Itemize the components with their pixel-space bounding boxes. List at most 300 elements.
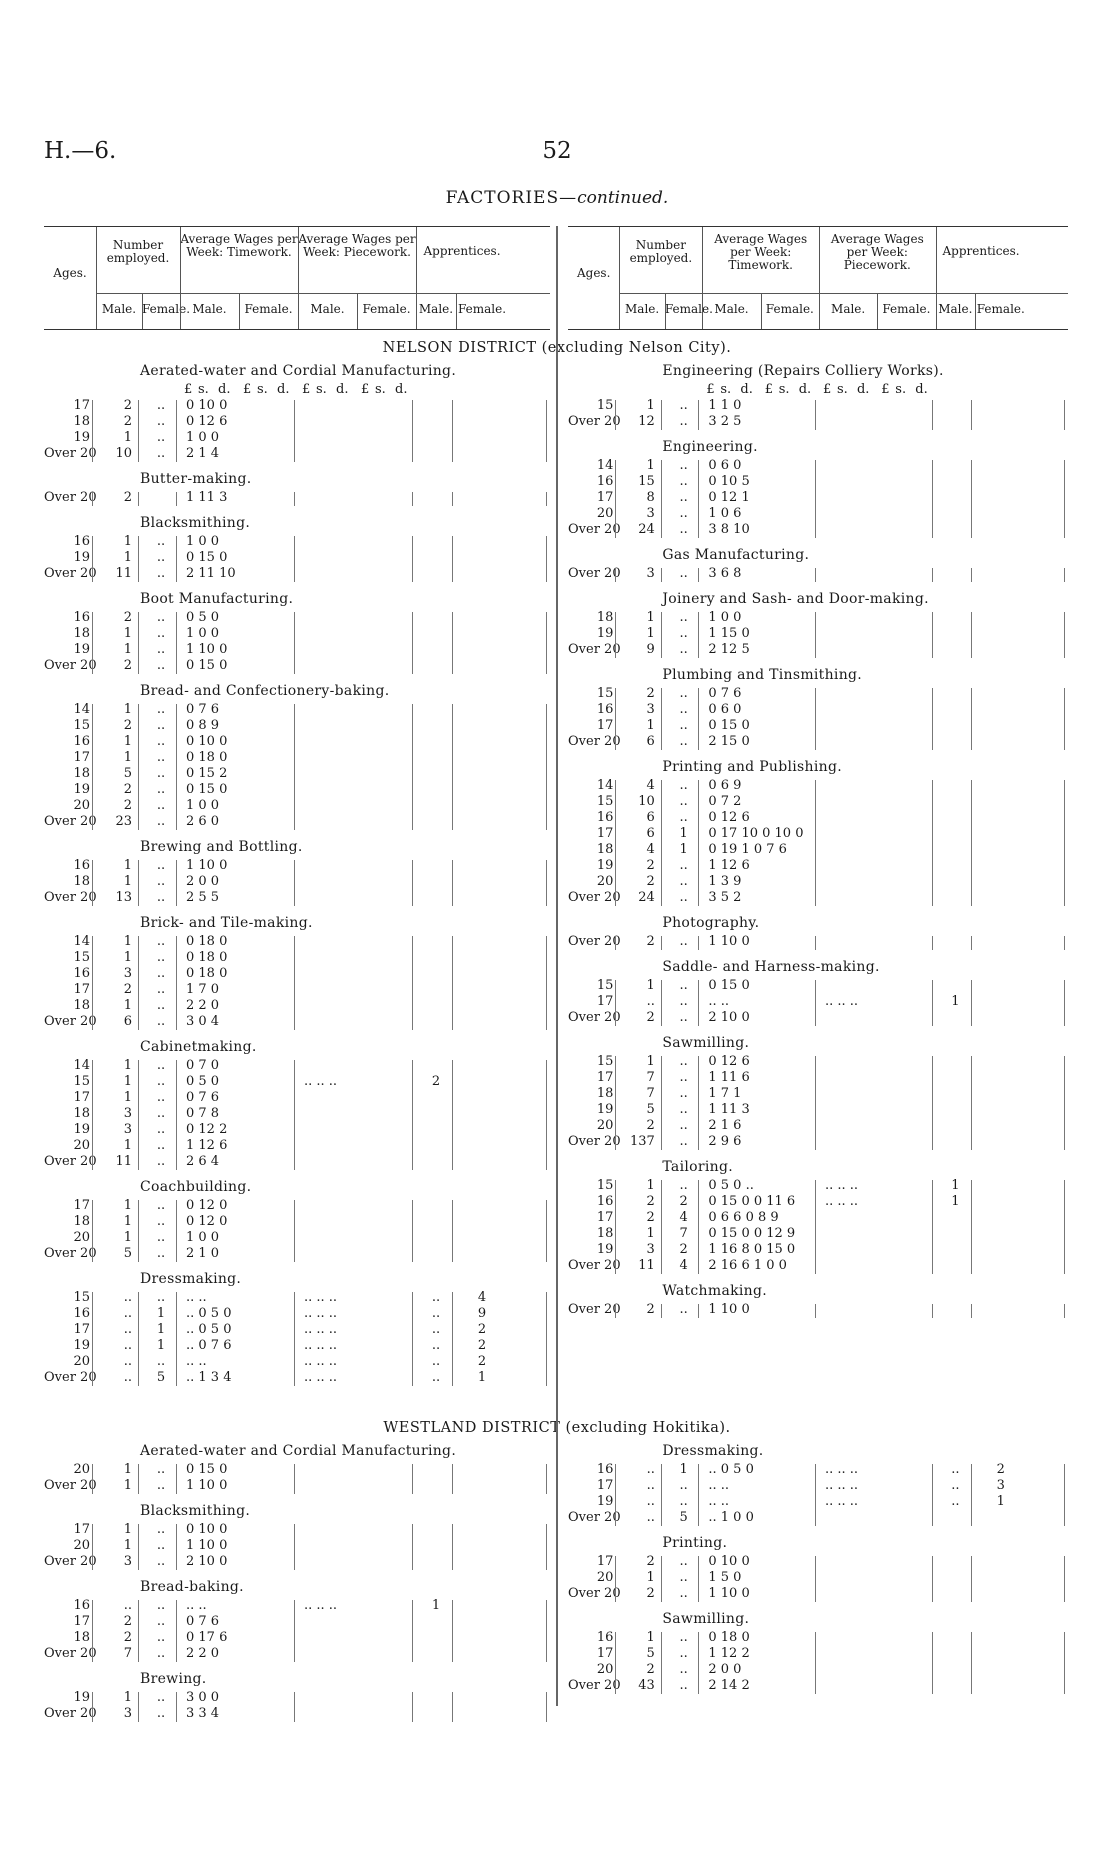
male-employed-cell: .. xyxy=(646,1478,655,1493)
age-cell: 19 xyxy=(73,430,90,445)
column-rule xyxy=(615,688,616,750)
column-rule xyxy=(176,704,177,830)
age-cell: Over 20 xyxy=(44,490,97,505)
industry-section xyxy=(44,680,550,836)
age-cell: 18 xyxy=(596,1226,614,1241)
female-employed-cell: .. xyxy=(156,1246,166,1261)
column-rule xyxy=(546,860,547,906)
industry-section xyxy=(568,1532,1068,1608)
male-employed-cell: .. xyxy=(646,1462,655,1477)
age-cell: 16 xyxy=(73,534,90,549)
unit-shilling: s. xyxy=(720,382,732,397)
female-employed-cell: .. xyxy=(156,798,166,813)
timework-wage-cell: 2 14 2 xyxy=(708,1678,750,1693)
timework-wage-cell: 0 10 0 xyxy=(186,1522,228,1537)
unit-pound: £ xyxy=(302,382,311,397)
header-sub-female: Female. xyxy=(244,302,293,316)
timework-wage-cell: 0 12 0 xyxy=(186,1198,228,1213)
unit-pound: £ xyxy=(184,382,193,397)
timework-wage-cell: 0 15 0 xyxy=(186,550,228,565)
column-rule xyxy=(92,936,93,1030)
piecework-wage-cell: .. .. .. xyxy=(824,1462,859,1477)
male-employed-cell: 4 xyxy=(646,778,655,793)
male-employed-cell: 2 xyxy=(123,1630,132,1645)
female-employed-cell: .. xyxy=(679,1586,688,1601)
female-employed-cell: .. xyxy=(156,1014,166,1029)
column-rule xyxy=(661,612,662,658)
female-employed-cell: .. xyxy=(156,718,166,733)
age-cell: 15 xyxy=(596,794,614,809)
female-employed-cell: .. xyxy=(679,1086,688,1101)
piecework-wage-cell: .. .. .. xyxy=(304,1598,338,1613)
age-cell: Over 20 xyxy=(44,446,97,461)
table-row xyxy=(568,1494,1068,1510)
female-employed-cell: .. xyxy=(679,810,688,825)
column-rule xyxy=(815,568,816,582)
male-employed-cell: 1 xyxy=(123,950,132,965)
table-row xyxy=(44,1370,550,1386)
timework-wage-cell: 0 15 0 0 12 9 xyxy=(708,1226,796,1241)
timework-wage-cell: 0 10 0 xyxy=(708,1554,750,1569)
industry-title: Printing. xyxy=(662,1535,728,1551)
timework-wage-cell: 2 2 0 xyxy=(186,1646,220,1661)
column-rule xyxy=(92,704,93,830)
column-rule xyxy=(412,860,413,906)
age-cell: 20 xyxy=(596,1570,614,1585)
age-cell: 15 xyxy=(73,718,90,733)
column-rule xyxy=(138,400,139,462)
industry-section xyxy=(44,1036,550,1176)
timework-wage-cell: 1 16 8 0 15 0 xyxy=(708,1242,796,1257)
female-employed-cell: .. xyxy=(156,610,166,625)
unit-pence: d. xyxy=(277,382,290,397)
column-rule xyxy=(1064,688,1065,750)
age-cell: Over 20 xyxy=(568,1302,621,1317)
male-employed-cell: 137 xyxy=(630,1134,655,1149)
female-employed-cell: .. xyxy=(679,874,688,889)
table-row xyxy=(44,998,550,1014)
header-sub-male: Male. xyxy=(831,302,866,316)
table-header-left xyxy=(44,226,550,330)
industry-title: Blacksmithing. xyxy=(140,1503,251,1519)
age-cell: 17 xyxy=(596,1478,614,1493)
timework-wage-cell: 0 15 0 xyxy=(186,782,228,797)
age-cell: Over 20 xyxy=(568,934,621,949)
apprentice-female-cell: 4 xyxy=(477,1290,487,1305)
unit-shilling: s. xyxy=(836,382,848,397)
male-employed-cell: 2 xyxy=(123,782,132,797)
age-cell: 14 xyxy=(596,458,614,473)
male-employed-cell: 2 xyxy=(646,1662,655,1677)
male-employed-cell: 2 xyxy=(646,1194,655,1209)
female-employed-cell: .. xyxy=(156,874,166,889)
timework-wage-cell: 2 1 6 xyxy=(708,1118,742,1133)
column-rule xyxy=(138,612,139,674)
age-cell: 19 xyxy=(73,642,90,657)
male-employed-cell: .. xyxy=(123,1290,132,1305)
industry-title: Brewing. xyxy=(140,1671,207,1687)
industry-title: Watchmaking. xyxy=(662,1283,767,1299)
table-row xyxy=(44,718,550,734)
male-employed-cell: 1 xyxy=(646,978,655,993)
table-row xyxy=(44,1014,550,1030)
unit-pound: £ xyxy=(822,382,832,397)
female-employed-cell: 1 xyxy=(156,1338,166,1353)
table-row xyxy=(568,506,1068,522)
female-employed-cell: .. xyxy=(679,1662,688,1677)
timework-wage-cell: 0 19 1 0 7 6 xyxy=(708,842,787,857)
timework-wage-cell: 1 11 3 xyxy=(186,490,228,505)
age-cell: 18 xyxy=(596,610,614,625)
female-employed-cell: .. xyxy=(156,1614,166,1629)
table-row xyxy=(568,1510,1068,1526)
table-row xyxy=(44,858,550,874)
industry-section xyxy=(44,588,550,680)
male-employed-cell: 1 xyxy=(646,1630,655,1645)
age-cell: 15 xyxy=(596,978,614,993)
age-cell: 19 xyxy=(73,1338,90,1353)
timework-wage-cell: 1 11 6 xyxy=(708,1070,750,1085)
column-rule xyxy=(138,936,139,1030)
timework-wage-cell: 0 15 0 xyxy=(708,978,750,993)
column-rule xyxy=(412,400,413,462)
industry-section xyxy=(44,1668,550,1728)
header-sub-female: Female. xyxy=(362,302,411,316)
column-rule xyxy=(615,1464,616,1526)
table-row xyxy=(568,778,1068,794)
column-rule xyxy=(698,1056,699,1150)
unit-shilling: s. xyxy=(778,382,790,397)
header-avg-piecework: Average Wages per Week: Piecework. xyxy=(830,232,924,272)
male-employed-cell: 3 xyxy=(123,966,132,981)
apprentice-male-cell: 1 xyxy=(431,1598,441,1613)
female-employed-cell: .. xyxy=(156,1122,166,1137)
male-employed-cell: 1 xyxy=(123,874,132,889)
male-employed-cell: 2 xyxy=(646,686,655,701)
timework-wage-cell: 1 12 6 xyxy=(186,1138,228,1153)
column-rule xyxy=(1064,1632,1065,1694)
male-employed-cell: 1 xyxy=(123,858,132,873)
timework-wage-cell: 1 15 0 xyxy=(708,626,750,641)
female-employed-cell: 1 xyxy=(679,842,688,857)
table-row xyxy=(568,642,1068,658)
female-employed-cell: .. xyxy=(156,1522,166,1537)
table-row xyxy=(568,1210,1068,1226)
column-rule xyxy=(546,1200,547,1262)
column-rule xyxy=(294,1600,295,1662)
female-employed-cell: .. xyxy=(156,734,166,749)
age-cell: 20 xyxy=(73,1462,90,1477)
age-cell: 20 xyxy=(596,1118,614,1133)
age-cell: 18 xyxy=(73,766,90,781)
header-apprentices: Apprentices. xyxy=(423,244,501,258)
timework-wage-cell: 2 1 4 xyxy=(186,446,220,461)
age-cell: 16 xyxy=(596,1462,614,1477)
table-row xyxy=(44,1290,550,1306)
apprentice-female-cell: 2 xyxy=(996,1462,1005,1477)
piecework-wage-cell: .. .. .. xyxy=(304,1290,338,1305)
female-employed-cell: .. xyxy=(679,994,688,1009)
header-sub-female: Female. xyxy=(765,302,814,316)
column-rule xyxy=(92,1292,93,1386)
column-rule xyxy=(92,1200,93,1262)
timework-wage-cell: 2 5 5 xyxy=(186,890,220,905)
industry-title: Coachbuilding. xyxy=(140,1179,252,1195)
male-employed-cell: .. xyxy=(646,994,655,1009)
column-rule xyxy=(92,612,93,674)
column-rule xyxy=(661,1180,662,1274)
column-rule xyxy=(176,1060,177,1170)
header-sub-male: Male. xyxy=(714,302,749,316)
age-cell: 20 xyxy=(73,1230,90,1245)
female-employed-cell: .. xyxy=(156,1230,166,1245)
male-employed-cell: 1 xyxy=(646,1054,655,1069)
header-divider xyxy=(357,293,358,329)
age-cell: 14 xyxy=(596,778,614,793)
table-row xyxy=(44,446,550,462)
table-row xyxy=(568,1258,1068,1274)
column-rule xyxy=(546,1292,547,1386)
industry-section xyxy=(568,436,1068,544)
apprentice-male-cell: .. xyxy=(431,1290,441,1305)
female-employed-cell: .. xyxy=(156,1478,166,1493)
column-rule xyxy=(294,400,295,462)
header-sub-male: Male. xyxy=(625,302,660,316)
apprentice-male-cell: 1 xyxy=(951,1194,960,1209)
table-row xyxy=(44,1690,550,1706)
header-divider xyxy=(456,293,457,329)
timework-wage-cell: 1 0 0 xyxy=(186,798,220,813)
age-cell: 16 xyxy=(596,474,614,489)
table-row xyxy=(568,1570,1068,1586)
header-sub-male: Male. xyxy=(192,302,227,316)
column-rule xyxy=(661,400,662,430)
age-cell: 18 xyxy=(73,874,90,889)
column-rule xyxy=(176,492,177,506)
header-divider xyxy=(936,227,937,329)
age-cell: 15 xyxy=(596,398,614,413)
column-rule xyxy=(546,1600,547,1662)
age-cell: 19 xyxy=(596,858,614,873)
male-employed-cell: 15 xyxy=(638,474,655,489)
column-rule xyxy=(452,536,453,582)
header-sub-female: Female. xyxy=(142,302,191,316)
age-cell: 18 xyxy=(73,626,90,641)
header-divider xyxy=(665,293,666,329)
column-rule xyxy=(452,1060,453,1170)
age-cell: 14 xyxy=(73,1058,90,1073)
female-employed-cell: .. xyxy=(679,626,688,641)
unit-pence: d. xyxy=(740,382,753,397)
female-employed-cell: .. xyxy=(156,766,166,781)
timework-wage-cell: 2 1 0 xyxy=(186,1246,220,1261)
male-employed-cell: 1 xyxy=(646,1570,655,1585)
piecework-wage-cell: .. .. .. xyxy=(304,1370,338,1385)
unit-shilling: s. xyxy=(375,382,386,397)
table-row xyxy=(568,1554,1068,1570)
male-employed-cell: 24 xyxy=(638,890,655,905)
male-employed-cell: 2 xyxy=(123,490,132,505)
table-row xyxy=(568,1646,1068,1662)
female-employed-cell: .. xyxy=(679,1494,688,1509)
table-row xyxy=(44,950,550,966)
column-rule xyxy=(1064,1304,1065,1318)
column-rule xyxy=(138,1692,139,1722)
piecework-wage-cell: .. .. .. xyxy=(304,1306,338,1321)
column-rule xyxy=(815,1056,816,1150)
table-row xyxy=(44,1230,550,1246)
industry-section xyxy=(568,1156,1068,1280)
table-row xyxy=(44,1338,550,1354)
table-row xyxy=(568,1194,1068,1210)
female-employed-cell: .. xyxy=(679,1554,688,1569)
industry-title: Dressmaking. xyxy=(662,1443,764,1459)
column-rule xyxy=(815,688,816,750)
industry-title: Saddle- and Harness-making. xyxy=(662,959,880,975)
timework-wage-cell: 0 15 0 xyxy=(186,1462,228,1477)
table-row xyxy=(44,1154,550,1170)
unit-pound: £ xyxy=(764,382,773,397)
female-employed-cell: .. xyxy=(156,890,166,905)
table-row xyxy=(568,1054,1068,1070)
column-rule xyxy=(452,1200,453,1262)
timework-wage-cell: 0 10 0 xyxy=(186,734,228,749)
table-row xyxy=(568,1070,1068,1086)
column-rule xyxy=(815,1304,816,1318)
timework-wage-cell: 0 18 0 xyxy=(186,934,228,949)
column-rule xyxy=(815,460,816,538)
table-row xyxy=(568,794,1068,810)
table-row xyxy=(568,1242,1068,1258)
table-row xyxy=(44,1138,550,1154)
column-rule xyxy=(698,1304,699,1318)
female-employed-cell: .. xyxy=(156,430,166,445)
female-employed-cell: .. xyxy=(156,446,166,461)
column-rule xyxy=(661,1556,662,1602)
table-row xyxy=(44,1646,550,1662)
header-sub-male: Male. xyxy=(418,302,454,316)
unit-shilling: s. xyxy=(257,382,268,397)
column-rule xyxy=(176,1464,177,1494)
age-cell: 17 xyxy=(596,490,614,505)
female-employed-cell: .. xyxy=(679,566,688,581)
unit-pound: £ xyxy=(706,382,715,397)
column-rule xyxy=(971,980,972,1026)
header-subrule xyxy=(96,293,550,294)
age-cell: 15 xyxy=(596,1178,614,1193)
age-cell: Over 20 xyxy=(568,414,621,429)
industry-section xyxy=(44,1268,550,1392)
timework-wage-cell: 3 2 5 xyxy=(708,414,742,429)
timework-wage-cell: 3 0 0 xyxy=(186,1690,220,1705)
industry-section xyxy=(568,956,1068,1032)
column-rule xyxy=(294,1200,295,1262)
column-rule xyxy=(615,1556,616,1602)
age-cell: 16 xyxy=(73,734,90,749)
age-cell: 14 xyxy=(73,702,90,717)
female-employed-cell: .. xyxy=(679,522,688,537)
age-cell: Over 20 xyxy=(44,1706,97,1721)
column-rule xyxy=(546,1464,547,1494)
table-row xyxy=(568,1134,1068,1150)
header-sub-male: Male. xyxy=(310,302,345,316)
table-row xyxy=(568,1010,1068,1026)
timework-wage-cell: 0 5 0 xyxy=(186,610,220,625)
column-rule xyxy=(452,1524,453,1570)
female-employed-cell: 1 xyxy=(156,1306,166,1321)
timework-wage-cell: 3 5 2 xyxy=(708,890,742,905)
timework-wage-cell: 2 6 0 xyxy=(186,814,220,829)
unit-pence: d. xyxy=(395,382,408,397)
female-employed-cell: .. xyxy=(679,778,688,793)
female-employed-cell: .. xyxy=(156,998,166,1013)
male-employed-cell: 1 xyxy=(646,626,655,641)
male-employed-cell: 1 xyxy=(123,1214,132,1229)
timework-wage-cell: 0 10 5 xyxy=(708,474,750,489)
table-row xyxy=(568,458,1068,474)
column-rule xyxy=(452,936,453,1030)
currency-units-row xyxy=(568,382,1068,398)
male-employed-cell: 11 xyxy=(115,1154,132,1169)
column-rule xyxy=(546,1692,547,1722)
column-rule xyxy=(412,704,413,830)
industry-section xyxy=(568,1280,1068,1324)
column-rule xyxy=(661,568,662,582)
table-row xyxy=(568,626,1068,642)
female-employed-cell: .. xyxy=(679,1102,688,1117)
industry-title: Sawmilling. xyxy=(662,1611,750,1627)
column-rule xyxy=(971,688,972,750)
female-employed-cell: .. xyxy=(156,658,166,673)
timework-wage-cell: 2 11 10 xyxy=(186,566,236,581)
timework-wage-cell: 1 10 0 xyxy=(186,858,228,873)
table-row xyxy=(44,1090,550,1106)
male-employed-cell: .. xyxy=(646,1510,655,1525)
age-cell: 18 xyxy=(73,998,90,1013)
male-employed-cell: 11 xyxy=(115,566,132,581)
female-employed-cell: .. xyxy=(679,978,688,993)
table-row xyxy=(44,1554,550,1570)
timework-wage-cell: 1 0 0 xyxy=(708,610,742,625)
table-row xyxy=(568,610,1068,626)
column-rule xyxy=(615,780,616,906)
table-row xyxy=(44,734,550,750)
column-rule xyxy=(176,536,177,582)
industry-title: Engineering (Repairs Colliery Works). xyxy=(662,363,944,379)
age-cell: 17 xyxy=(73,982,90,997)
column-rule xyxy=(412,1692,413,1722)
header-divider xyxy=(298,227,299,329)
column-rule xyxy=(971,936,972,950)
age-cell: Over 20 xyxy=(568,522,621,537)
column-rule xyxy=(176,936,177,1030)
male-employed-cell: .. xyxy=(123,1370,132,1385)
age-cell: Over 20 xyxy=(44,1554,97,1569)
timework-wage-cell: 2 0 0 xyxy=(708,1662,742,1677)
female-employed-cell: .. xyxy=(156,642,166,657)
female-employed-cell: .. xyxy=(156,982,166,997)
age-cell: Over 20 xyxy=(44,566,97,581)
age-cell: 17 xyxy=(73,1198,90,1213)
male-employed-cell: 2 xyxy=(123,610,132,625)
column-rule xyxy=(971,1056,972,1150)
timework-wage-cell: 0 12 1 xyxy=(708,490,750,505)
timework-wage-cell: 0 12 6 xyxy=(708,810,750,825)
male-employed-cell: 2 xyxy=(646,858,655,873)
table-header-right xyxy=(568,226,1068,330)
column-rule xyxy=(176,1692,177,1722)
timework-wage-cell: 1 12 2 xyxy=(708,1646,750,1661)
